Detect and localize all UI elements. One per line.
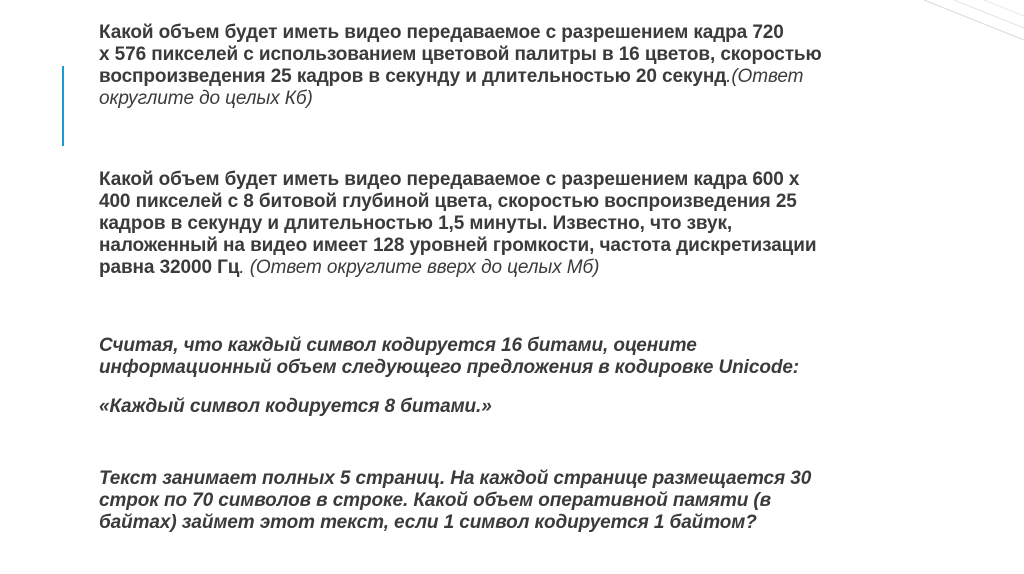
task-2 — [99, 169, 816, 279]
task-1-text: воспроизведения 25 кадров в секунду и длительностью 20 секунд — [99, 66, 727, 87]
task-3-line: информационный объем следующего предложения в кодировке Unicode: — [99, 357, 800, 378]
task-2-text: равна 32000 Гц — [99, 257, 240, 278]
task-4-line: байтах) займет этот текст, если 1 символ кодируется 1 байтом? — [99, 512, 757, 533]
task-4-line: строк по 70 символов в строке. Какой объем оперативной памяти (в — [99, 490, 772, 511]
task-1-line: х 576 пикселей с использованием цветовой палитры в 16 цветов, скоростью — [99, 44, 822, 65]
task-2-line: 400 пикселей с 8 битовой глубиной цвета, скоростью воспроизведения 25 — [99, 191, 797, 212]
corner-decoration — [884, 0, 1024, 50]
task-3-line: Считая, что каждый символ кодируется 16 битами, оцените — [99, 335, 697, 356]
task-2-line: наложенный на видео имеет 128 уровней громкости, частота дискретизации — [99, 235, 817, 256]
task-2-line: кадров в секунду и длительностью 1,5 минуты. Известно, что звук, — [99, 213, 733, 234]
quote-text: «Каждый символ кодируется 8 битами.» — [99, 396, 492, 417]
task-4 — [99, 468, 811, 534]
task-1 — [99, 22, 822, 110]
task-1-line: Какой объем будет иметь видео передаваемое с разрешением кадра 720 — [99, 22, 784, 43]
task-1-line — [99, 66, 822, 88]
accent-bar — [62, 66, 64, 146]
task-2-line — [99, 257, 816, 279]
task-1-note-end: округлите до целых Кб) — [99, 88, 313, 109]
task-2-line: Какой объем будет иметь видео передаваемое с разрешением кадра 600 х — [99, 169, 800, 190]
task-3 — [99, 335, 799, 379]
task-3-quote — [99, 396, 492, 418]
task-2-note: . (Ответ округлите вверх до целых Мб) — [239, 257, 600, 278]
task-4-line: Текст занимает полных 5 страниц. На каждой странице размещается 30 — [99, 468, 812, 489]
task-1-note: .(Ответ — [726, 66, 804, 87]
